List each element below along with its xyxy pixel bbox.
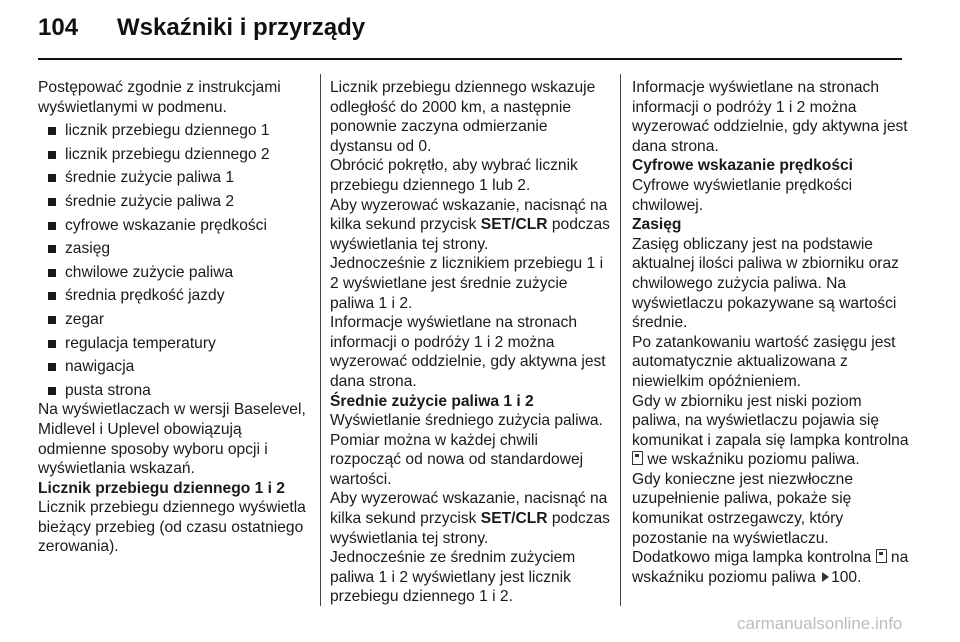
text: Gdy konieczne jest niezwłoczne uzupełnienie paliwa, pokaże się komunikat ostrzegawczy, który pozostanie na wyświetlaczu. (632, 470, 854, 547)
paragraph: Informacje wyświetlane na stronach informacji o podróży 1 i 2 można wyzerować oddzielnie, gdy aktywna jest dana strona. (632, 79, 908, 155)
text: na wskaźniku poziomu paliwa (632, 549, 909, 586)
list-item: średnie zużycie paliwa 2 (38, 192, 310, 212)
paragraph (632, 392, 914, 470)
paragraph: Zasięg obliczany jest na podstawie aktualnej ilości paliwa w zbiorniku oraz chwilowego zużycia paliwa. Na wyświetlaczu pokazywane są wartości średnie. (632, 235, 899, 332)
paragraph (632, 470, 914, 588)
page-number: 104 (38, 14, 79, 41)
section-heading-speed: Cyfrowe wskazanie prędkości (632, 157, 854, 175)
paragraph: Licznik przebiegu dziennego wskazuje odległość do 2000 km, a następnie ponownie zaczyna odmierzanie dystansu od 0. (330, 79, 596, 155)
paragraph (330, 196, 612, 255)
page-ref-arrow-icon (822, 572, 829, 582)
text: podczas wyświetlania tej strony. (330, 510, 610, 547)
paragraph (330, 489, 612, 548)
section-heading-range: Zasięg (632, 216, 682, 234)
list-item: zegar (38, 310, 310, 330)
text: Aby wyzerować wskazanie, nacisnąć na kilka sekund przycisk (330, 490, 608, 528)
page-reference-link[interactable]: 100 (831, 568, 858, 586)
fuel-lamp-icon (632, 451, 643, 465)
list-item: cyfrowe wskazanie prędkości (38, 216, 310, 236)
paragraph: Jednocześnie z licznikiem przebiegu 1 i 2 wyświetlane jest średnie zużycie paliwa 1 i 2. (330, 255, 604, 312)
paragraph: Po zatankowaniu wartość zasięgu jest automatycznie aktualizowana z niewielkim opóźnieniem. (632, 333, 896, 390)
page-title: Wskaźniki i przyrządy (117, 14, 366, 41)
column-3 (632, 78, 914, 587)
list-item: zasięg (38, 239, 310, 259)
paragraph: Informacje wyświetlane na stronach informacji o podróży 1 i 2 można wyzerować oddzielnie, gdy aktywna jest dana strona. (330, 314, 606, 390)
set-clr-button-label: SET/CLR (480, 216, 548, 234)
note-paragraph: Na wyświetlaczach w wersji Baselevel, Midlevel i Uplevel obowiązują odmienne sposoby wyboru opcji i wyświetlania wskazań. (38, 401, 306, 478)
header-rule (38, 58, 902, 60)
section-heading-trip: Licznik przebiegu dziennego 1 i 2 (38, 479, 285, 497)
section-heading-fuel: Średnie zużycie paliwa 1 i 2 (330, 392, 534, 410)
list-item: nawigacja (38, 357, 310, 377)
paragraph: Jednocześnie ze średnim zużyciem paliwa 1 i 2 wyświetlany jest licznik przebiegu dziennego 1 i 2. (330, 549, 576, 606)
column-1 (38, 78, 310, 557)
text: Dodatkowo miga lampka kontrolna (632, 549, 876, 567)
submenu-list (38, 121, 310, 400)
column-divider (320, 74, 321, 606)
text: . (857, 568, 862, 586)
set-clr-button-label: SET/CLR (480, 510, 548, 528)
watermark: carmanualsonline.info (737, 614, 903, 633)
column-2 (330, 78, 612, 607)
list-item: regulacja temperatury (38, 334, 310, 354)
trip-paragraph: Licznik przebiegu dziennego wyświetla bieżący przebieg (od czasu ostatniego zerowania). (38, 499, 306, 556)
list-item: chwilowe zużycie paliwa (38, 263, 310, 283)
intro-paragraph: Postępować zgodnie z instrukcjami wyświetlanymi w podmenu. (38, 79, 281, 116)
paragraph: Wyświetlanie średniego zużycia paliwa. Pomiar można w każdej chwili rozpocząć od nowa od standardowej wartości. (330, 412, 603, 488)
text: Aby wyzerować wskazanie, nacisnąć na kilka sekund przycisk (330, 196, 608, 234)
list-item: średnie zużycie paliwa 1 (38, 168, 310, 188)
paragraph: Cyfrowe wyświetlanie prędkości chwilowej. (632, 176, 853, 214)
column-divider (620, 74, 621, 606)
list-item: średnia prędkość jazdy (38, 286, 310, 306)
fuel-lamp-icon (876, 549, 887, 563)
list-item: licznik przebiegu dziennego 2 (38, 145, 310, 165)
text: podczas wyświetlania tej strony. (330, 216, 610, 253)
paragraph: Obrócić pokrętło, aby wybrać licznik przebiegu dziennego 1 lub 2. (330, 157, 578, 194)
list-item: licznik przebiegu dziennego 1 (38, 121, 310, 141)
text: we wskaźniku poziomu paliwa. (643, 451, 860, 469)
list-item: pusta strona (38, 381, 310, 401)
text: Gdy w zbiorniku jest niski poziom paliwa, na wyświetlaczu pojawia się komunikat i zapala się lampka kontrolna (632, 392, 909, 449)
